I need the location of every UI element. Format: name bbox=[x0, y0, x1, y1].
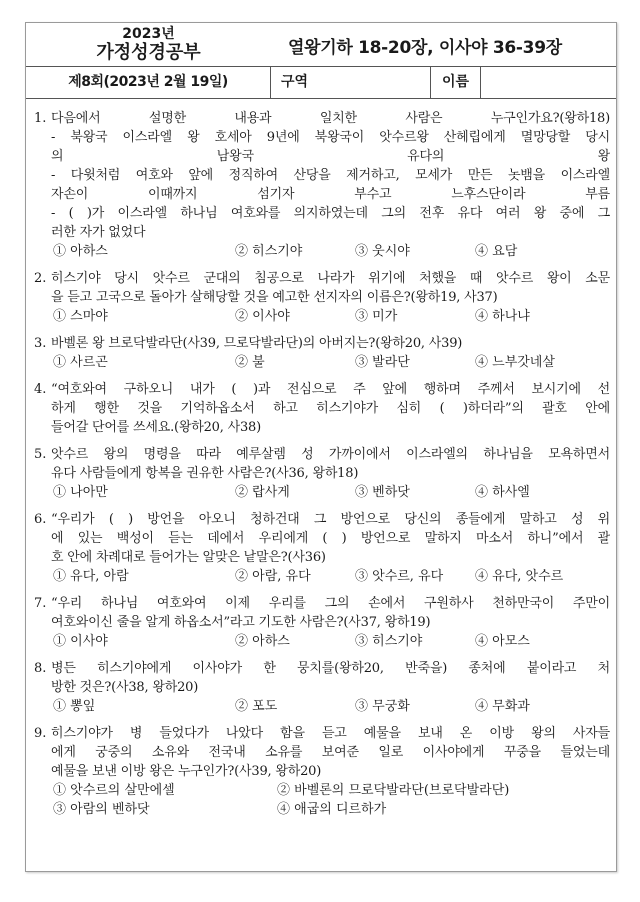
question-text-line: 여호와이신 줄을 알게 하옵소서”라고 기도한 사람은?(사37, 왕하19) bbox=[51, 615, 431, 630]
answer-option[interactable]: ② 히스기야 bbox=[235, 244, 303, 259]
answer-option[interactable]: ② 랍사게 bbox=[235, 485, 290, 500]
answer-option[interactable]: ② 포도 bbox=[235, 699, 278, 714]
questions-list bbox=[26, 98, 616, 819]
name-field[interactable] bbox=[481, 66, 617, 98]
question-text-line: 바벨론 왕 브로닥발라단(사39, 므로닥발라단)의 아버지는?(왕하20, 사39) bbox=[51, 336, 463, 351]
question-number: 1. bbox=[34, 111, 47, 126]
question-text-line: 앗수르 왕의 명령을 따라 예루살렘 성 가까이에서 이스라엘의 하나님을 모욕하면서 bbox=[51, 447, 610, 462]
page-title: 열왕기하 18-20장, 이사야 36-39장 bbox=[288, 38, 562, 58]
question-number: 5. bbox=[34, 447, 47, 462]
answer-option[interactable]: ③ 웃시야 bbox=[355, 244, 410, 259]
question-3 bbox=[32, 334, 610, 372]
answer-option[interactable]: ① 스마야 bbox=[53, 309, 108, 324]
question-text-line: 병든 히스기야에게 이사야가 한 뭉치를(왕하20, 반죽을) 종처에 붙이라고 처 bbox=[51, 661, 610, 676]
question-8 bbox=[32, 659, 610, 716]
answer-option[interactable]: ① 사르곤 bbox=[53, 355, 108, 370]
answer-option[interactable]: ① 이사야 bbox=[53, 634, 108, 649]
question-text-line: 하게 행한 것을 기억하옵소서 하고 히스기야가 심히 ( )하더라”의 괄호 안에 bbox=[51, 401, 610, 416]
question-number: 3. bbox=[34, 336, 47, 351]
question-number: 6. bbox=[34, 512, 47, 527]
options-row bbox=[51, 697, 610, 716]
answer-option[interactable]: ③ 히스기야 bbox=[355, 634, 423, 649]
answer-option[interactable]: ③ 아람의 벤하닷 bbox=[53, 802, 150, 817]
header-row bbox=[26, 23, 616, 67]
question-number: 4. bbox=[34, 382, 47, 397]
answer-option[interactable]: ① 유다, 아람 bbox=[53, 569, 129, 584]
question-text-line: 러한 자가 없었다 bbox=[51, 225, 146, 240]
options-row bbox=[51, 567, 610, 586]
question-text-line: 호 안에 차례대로 들어가는 알맞은 낱말은?(사36) bbox=[51, 550, 326, 565]
options-row bbox=[51, 483, 610, 502]
series-block bbox=[26, 23, 271, 66]
answer-option[interactable]: ② 아람, 유다 bbox=[235, 569, 311, 584]
answer-option[interactable]: ④ 하사엘 bbox=[475, 485, 530, 500]
name-label: 이름 bbox=[431, 66, 481, 98]
options-row bbox=[51, 307, 610, 326]
answer-option[interactable]: ① 앗수르의 살만에셀 bbox=[53, 783, 175, 798]
question-text-line: 다음에서 설명한 내용과 일치한 사람은 누구인가요?(왕하18) bbox=[51, 111, 610, 126]
question-text-line: “우리 하나님 여호와여 이제 우리를 그의 손에서 구원하사 천하만국이 주만이 bbox=[51, 596, 610, 611]
question-text-line: “여호와여 구하오니 내가 ( )과 전심으로 주 앞에 행하며 주께서 보시기에 선 bbox=[51, 382, 610, 397]
answer-option[interactable]: ④ 무화과 bbox=[475, 699, 530, 714]
question-text-line: 자손이 이때까지 섬기자 부수고 느후스단이라 부름 bbox=[51, 187, 610, 202]
options-row bbox=[51, 632, 610, 651]
options-row bbox=[51, 781, 610, 800]
question-number: 2. bbox=[34, 271, 47, 286]
question-text-line: - ( )가 이스라엘 하나님 여호와를 의지하였는데 그의 전후 유다 여러 왕 중에 그 bbox=[51, 206, 610, 221]
question-9 bbox=[32, 724, 610, 819]
answer-option[interactable]: ① 뽕잎 bbox=[53, 699, 96, 714]
question-1 bbox=[32, 109, 610, 261]
question-7 bbox=[32, 594, 610, 651]
answer-option[interactable]: ① 나아만 bbox=[53, 485, 108, 500]
question-4 bbox=[32, 380, 610, 437]
question-6 bbox=[32, 510, 610, 586]
answer-option[interactable]: ③ 발라단 bbox=[355, 355, 410, 370]
answer-option[interactable]: ③ 벤하닷 bbox=[355, 485, 410, 500]
question-text-line: 의 남왕국 유다의 왕 bbox=[51, 149, 610, 164]
answer-option[interactable]: ④ 요담 bbox=[475, 244, 518, 259]
question-text-line: 에 있는 백성이 듣는 데에서 우리에게 ( ) 방언으로 말하지 마소서 하니”에서 괄 bbox=[51, 531, 610, 546]
question-text-line: 유다 사람들에게 항복을 권유한 사람은?(사36, 왕하18) bbox=[51, 466, 359, 481]
question-text-line: - 북왕국 이스라엘 왕 호세아 9년에 북왕국이 앗수르왕 산헤립에게 멸망당할 당시 bbox=[51, 130, 610, 145]
session-label: 제8회(2023년 2월 19일) bbox=[26, 66, 271, 98]
question-text-line: - 다윗처럼 여호와 앞에 정직하여 산당을 제거하고, 모세가 만든 놋뱀을 이스라엘 bbox=[51, 168, 610, 183]
answer-option[interactable]: ④ 하나냐 bbox=[475, 309, 530, 324]
answer-option[interactable]: ③ 앗수르, 유다 bbox=[355, 569, 444, 584]
answer-option[interactable]: ① 아하스 bbox=[53, 244, 108, 259]
answer-option[interactable]: ④ 아모스 bbox=[475, 634, 530, 649]
question-text-line: 히스기야가 병 들었다가 나았다 함을 듣고 예물을 보내 온 이방 왕의 사자들 bbox=[51, 726, 610, 741]
answer-option[interactable]: ② 아하스 bbox=[235, 634, 290, 649]
question-number: 7. bbox=[34, 596, 47, 611]
options-row bbox=[51, 800, 610, 819]
question-text-line: 방한 것은?(사38, 왕하20) bbox=[51, 680, 199, 695]
question-5 bbox=[32, 445, 610, 502]
quiz-sheet bbox=[25, 22, 617, 872]
answer-option[interactable]: ② 불 bbox=[235, 355, 265, 370]
question-2 bbox=[32, 269, 610, 326]
question-text-line: 을 듣고 고국으로 돌아가 살해당할 것을 예고한 선지자의 이름은?(왕하19, 사37) bbox=[51, 290, 498, 305]
answer-option[interactable]: ② 이사야 bbox=[235, 309, 290, 324]
header-series: 가정성경공부 bbox=[96, 42, 201, 63]
question-text-line: 예물을 보낸 이방 왕은 누구인가?(사39, 왕하20) bbox=[51, 764, 322, 779]
options-row bbox=[51, 242, 610, 261]
question-number: 9. bbox=[34, 726, 47, 741]
options-row bbox=[51, 353, 610, 372]
question-text-line: 에게 궁중의 소유와 전국내 소유를 보여준 일로 이사야에게 꾸중을 들었는데 bbox=[51, 745, 610, 760]
answer-option[interactable]: ④ 애굽의 디르하가 bbox=[277, 802, 387, 817]
answer-option[interactable]: ② 바벨론의 므로닥발라단(브로닥발라단) bbox=[277, 783, 510, 798]
question-text-line: “우리가 ( ) 방언을 아오니 청하건대 그 방언으로 당신의 종들에게 말하고 성 위 bbox=[51, 512, 610, 527]
answer-option[interactable]: ④ 느부갓네살 bbox=[475, 355, 555, 370]
header-year: 2023년 bbox=[122, 26, 175, 42]
answer-option[interactable]: ④ 유다, 앗수르 bbox=[475, 569, 564, 584]
question-number: 8. bbox=[34, 661, 47, 676]
answer-option[interactable]: ③ 무궁화 bbox=[355, 699, 410, 714]
question-text-line: 히스기야 당시 앗수르 군대의 침공으로 나라가 위기에 처했을 때 앗수르 왕이 소문 bbox=[51, 271, 610, 286]
question-text-line: 들어갈 단어를 쓰세요.(왕하20, 사38) bbox=[51, 420, 261, 435]
answer-option[interactable]: ③ 미가 bbox=[355, 309, 398, 324]
info-row bbox=[26, 66, 616, 99]
district-label: 구역 bbox=[271, 66, 431, 98]
